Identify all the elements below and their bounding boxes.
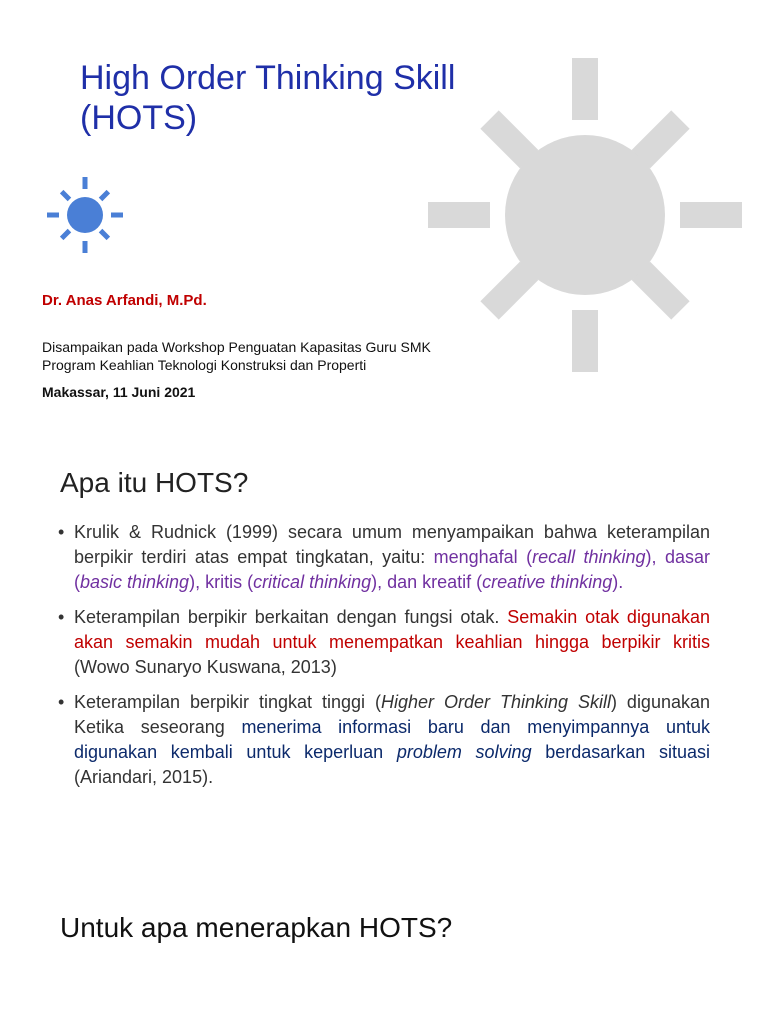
highlight-text: ). [612, 572, 624, 592]
presentation-title [80, 58, 455, 138]
text-run: Keterampilan berpikir berkaitan dengan fungsi otak. [74, 607, 508, 627]
citation-text: (Wowo Sunaryo Kuswana, 2013) [74, 657, 337, 677]
text-run: Keterampilan berpikir tingkat tinggi ( [74, 692, 381, 712]
highlight-text: Semakin otak digunakan akan semakin mudah untuk menempatkan keahlian hingga berpikir kritis [74, 607, 711, 652]
highlight-text: ), dan kreatif ( [371, 572, 483, 592]
bullet-icon: • [58, 692, 65, 712]
list-item [58, 520, 710, 595]
title-line-2: (HOTS) [80, 99, 198, 137]
highlight-italic-text: recall thinking [532, 547, 646, 567]
highlight-text: ), kritis ( [189, 572, 254, 592]
highlight-text: menghafal ( [433, 547, 533, 567]
text-run: Krulik & Rudnick (1999) secara umum menyampaikan bahwa keterampilan berpikir terdiri atas empat tingkatan, yaitu: [74, 522, 710, 567]
title-slide [0, 0, 768, 430]
event-line-1: Disampaikan pada Workshop Penguatan Kapasitas Guru SMK [42, 339, 431, 355]
list-item [58, 605, 710, 680]
section-title: Untuk apa menerapkan HOTS? [60, 912, 453, 943]
title-line-1: High Order Thinking Skill [80, 59, 456, 97]
list-item [58, 690, 710, 790]
text-run: ) digunakan Ketika seseorang [74, 692, 711, 737]
highlight-italic-text: problem solving [396, 742, 532, 762]
event-line-2: Program Keahlian Teknologi Konstruksi dan Properti [42, 357, 367, 373]
bullet-icon: • [58, 522, 65, 542]
highlight-text: menerima informasi baru dan menyimpannya untuk digunakan kembali untuk keperluan [74, 717, 710, 762]
event-description [42, 338, 562, 374]
highlight-italic-text: critical thinking [253, 572, 372, 592]
author-name: Dr. Anas Arfandi, M.Pd. [42, 292, 207, 309]
citation-text: (Ariandari, 2015). [74, 767, 214, 787]
section-title: Apa itu HOTS? [60, 467, 249, 498]
highlight-text: berdasarkan situasi [531, 742, 711, 762]
place-date: Makassar, 11 Juni 2021 [42, 384, 196, 400]
highlight-italic-text: basic thinking [80, 572, 190, 592]
italic-text: Higher Order Thinking Skill [381, 692, 611, 712]
highlight-italic-text: creative thinking [482, 572, 613, 592]
highlight-text: ), dasar ( [74, 547, 710, 592]
bullet-icon: • [58, 607, 65, 627]
sun-icon [420, 50, 750, 380]
sun-icon [44, 174, 126, 256]
bullet-list [58, 520, 710, 800]
